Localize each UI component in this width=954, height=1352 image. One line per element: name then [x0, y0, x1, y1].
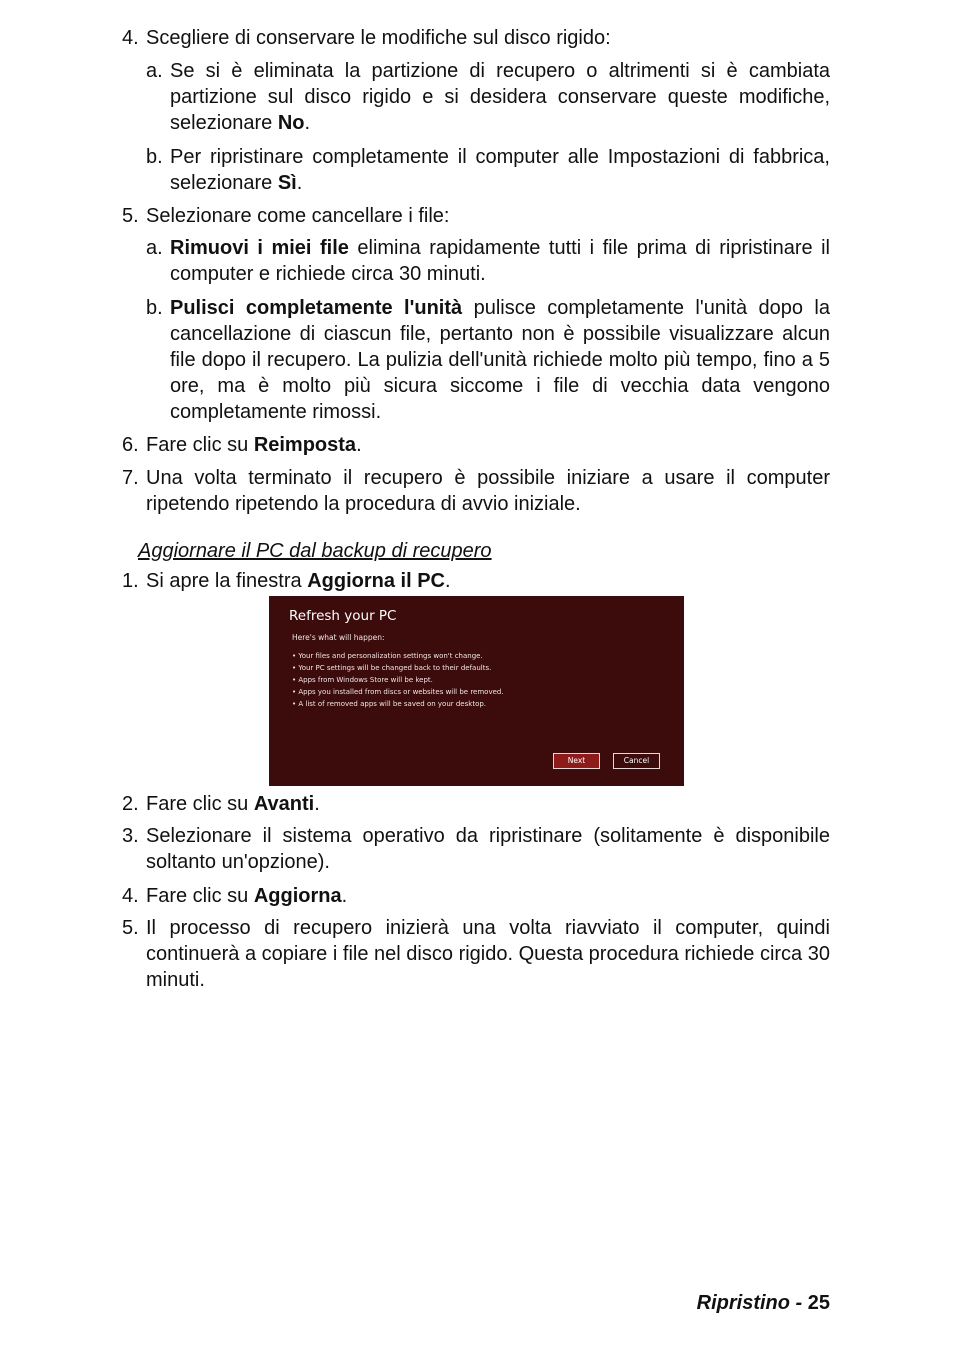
- step-7: 7. Una volta terminato il recupero è possibile iniziare a usare il computer ripetendo ripetendo la procedura di avvio iniziale.: [122, 467, 830, 515]
- step-5a: a. Rimuovi i miei file elimina rapidamente tutti i file prima di ripristinare il computer e richiede circa 30 minuti.: [146, 237, 830, 285]
- refresh-step-1: 1. Si apre la finestra Aggiorna il PC.: [122, 570, 451, 592]
- step-5b: b. Pulisci completamente l'unità pulisce completamente l'unità dopo la cancellazione di ciascun file, pertanto non è possibile visualizzare alcun file dopo il recupero. La pulizia dell'unità richiede molto più tempo, fino a 5 ore, ma è molto più sicura siccome i file di vecchia data vengono completamente rimossi.: [146, 297, 830, 423]
- step-4a: a. Se si è eliminata la partizione di recupero o altrimenti si è cambiata partizione sul disco rigido e si desidera conservare queste modifiche, selezionare No.: [146, 60, 830, 134]
- screenshot-bullet: • Apps from Windows Store will be kept.: [292, 676, 433, 684]
- refresh-step-3: 3. Selezionare il sistema operativo da ripristinare (solitamente è disponibile soltanto un'opzione).: [122, 825, 830, 873]
- screenshot-bullet: • Apps you installed from discs or websites will be removed.: [292, 688, 504, 696]
- page-footer: [697, 1290, 830, 1316]
- step-4b: b. Per ripristinare completamente il computer alle Impostazioni di fabbrica, selezionare Sì.: [146, 146, 830, 194]
- footer-label: Ripristino -: [696, 1292, 808, 1314]
- refresh-pc-screenshot: [269, 596, 684, 786]
- refresh-step-5: 5. Il processo di recupero inizierà una volta riavviato il computer, quindi continuerà a copiare i file nel disco rigido. Questa procedura richiede circa 30 minuti.: [122, 917, 830, 991]
- step-4: 4. Scegliere di conservare le modifiche sul disco rigido:: [122, 27, 611, 49]
- refresh-step-4: 4. Fare clic su Aggiorna.: [122, 885, 348, 907]
- screenshot-lead: Here's what will happen:: [292, 633, 385, 642]
- screenshot-bullet: • Your PC settings will be changed back to their defaults.: [292, 664, 492, 672]
- screenshot-bullet: • Your files and personalization settings won't change.: [292, 652, 483, 660]
- screenshot-bullet: • A list of removed apps will be saved on your desktop.: [292, 700, 487, 708]
- cancel-button[interactable]: Cancel: [613, 753, 660, 769]
- refresh-step-2: 2. Fare clic su Avanti.: [122, 793, 320, 815]
- screenshot-title: Refresh your PC: [289, 608, 397, 624]
- section-title: Aggiornare il PC dal backup di recupero: [138, 540, 492, 562]
- step-5: 5. Selezionare come cancellare i file:: [122, 205, 450, 227]
- page-number: 25: [807, 1292, 830, 1314]
- screenshot-bullets: [292, 650, 504, 710]
- next-button[interactable]: Next: [553, 753, 600, 769]
- step-6: 6. Fare clic su Reimposta.: [122, 434, 362, 456]
